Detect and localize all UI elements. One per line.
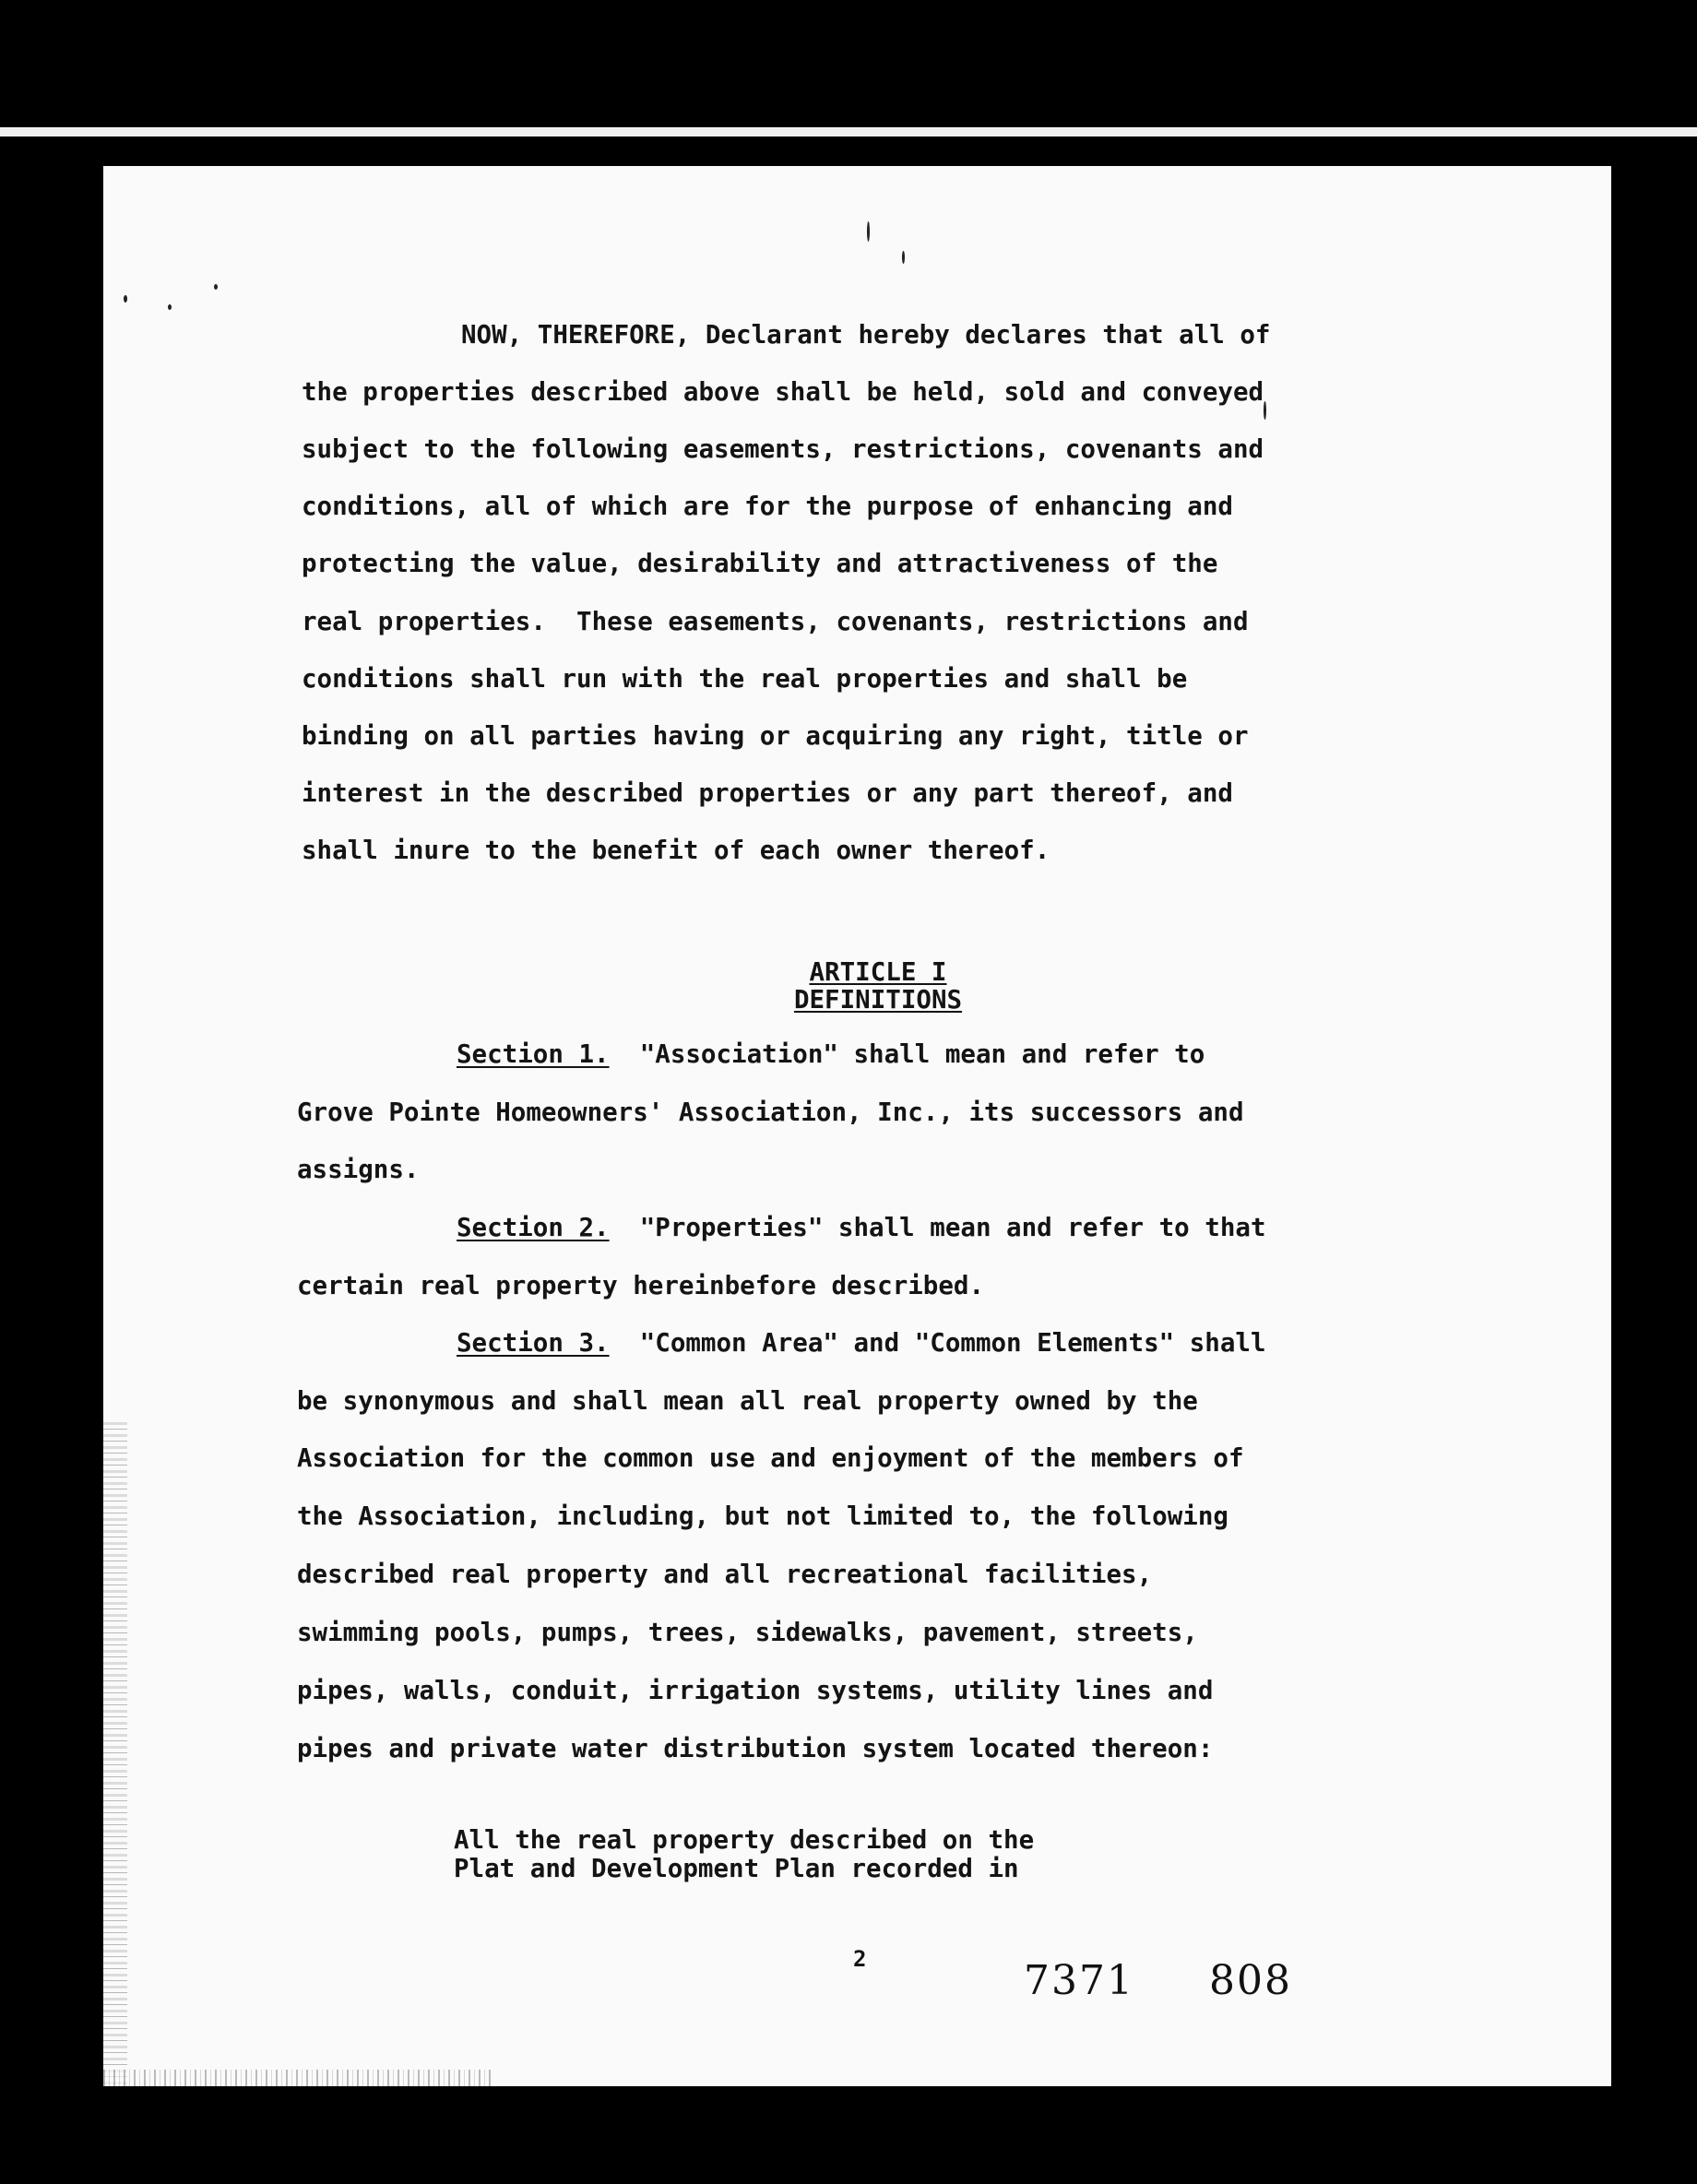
paragraph-1-line-5: protecting the value, desirability and attractiveness of the [302,549,1218,578]
section-3-line-2: be synonymous and shall mean all real property owned by the [297,1386,1198,1416]
section-1-first-line [457,1026,1205,1084]
paragraph-1-line-2: the properties described above shall be held, sold and conveyed [302,377,1264,407]
section-3-label: Section 3. [457,1328,610,1358]
section-3-line-8: pipes and private water distribution system located thereon: [297,1734,1214,1763]
page-number: 2 [853,1946,867,1972]
paragraph-1-line-6: real properties. These easements, covenants, restrictions and [302,607,1249,636]
section-1-line-2: Grove Pointe Homeowners' Association, Inc., its successors and [297,1098,1244,1127]
scan-border-top [0,0,1697,168]
recording-page-number: 808 [1209,1957,1292,2004]
section-3-line-3: Association for the common use and enjoyment of the members of [297,1443,1244,1473]
article-title: ARTICLE I [809,957,947,987]
paragraph-1-line-4: conditions, all of which are for the purpose of enhancing and [302,492,1233,521]
scan-edge-noise [103,1422,127,2086]
paragraph-1-line-1: NOW, THEREFORE, Declarant hereby declares that all of [461,320,1271,350]
paragraph-1-line-7: conditions shall run with the real properties and shall be [302,664,1188,694]
section-3-line-5: described real property and all recreational facilities, [297,1560,1153,1589]
scan-speck [867,221,870,242]
indented-block-line-1: All the real property described on the [454,1825,1035,1855]
scan-border-line [0,127,1697,136]
section-3-line-1: "Common Area" and "Common Elements" shall [639,1328,1266,1358]
paragraph-1-line-9: interest in the described properties or any part thereof, and [302,778,1233,808]
section-2-line-2: certain real property hereinbefore described. [297,1271,985,1300]
scan-bottom-noise [103,2070,491,2086]
paragraph-1-line-10: shall inure to the benefit of each owner thereof. [302,836,1050,865]
section-3-first-line [457,1314,1266,1372]
recording-book-number: 7371 [1024,1957,1134,2004]
paragraph-1-line-8: binding on all parties having or acquiring any right, title or [302,721,1249,751]
section-1-line-3: assigns. [297,1155,420,1184]
section-3-line-7: pipes, walls, conduit, irrigation systems, utility lines and [297,1676,1214,1705]
scan-speck [168,304,172,310]
scan-speck [1264,401,1266,420]
scan-speck [214,284,218,290]
section-3-line-4: the Association, including, but not limited to, the following [297,1502,1228,1531]
article-subtitle: DEFINITIONS [793,985,963,1015]
document-page [103,166,1611,2086]
section-3-line-6: swimming pools, pumps, trees, sidewalks, pavement, streets, [297,1618,1198,1647]
scan-speck [902,251,905,264]
section-1-line-1: "Association" shall mean and refer to [639,1039,1205,1069]
scan-speck [124,295,127,303]
section-2-line-1: "Properties" shall mean and refer to that [639,1213,1266,1242]
section-2-first-line [457,1199,1266,1257]
section-1-label: Section 1. [457,1039,610,1069]
indented-block-line-2: Plat and Development Plan recorded in [454,1854,1019,1883]
section-2-label: Section 2. [457,1213,610,1242]
paragraph-1-line-3: subject to the following easements, restrictions, covenants and [302,434,1264,464]
